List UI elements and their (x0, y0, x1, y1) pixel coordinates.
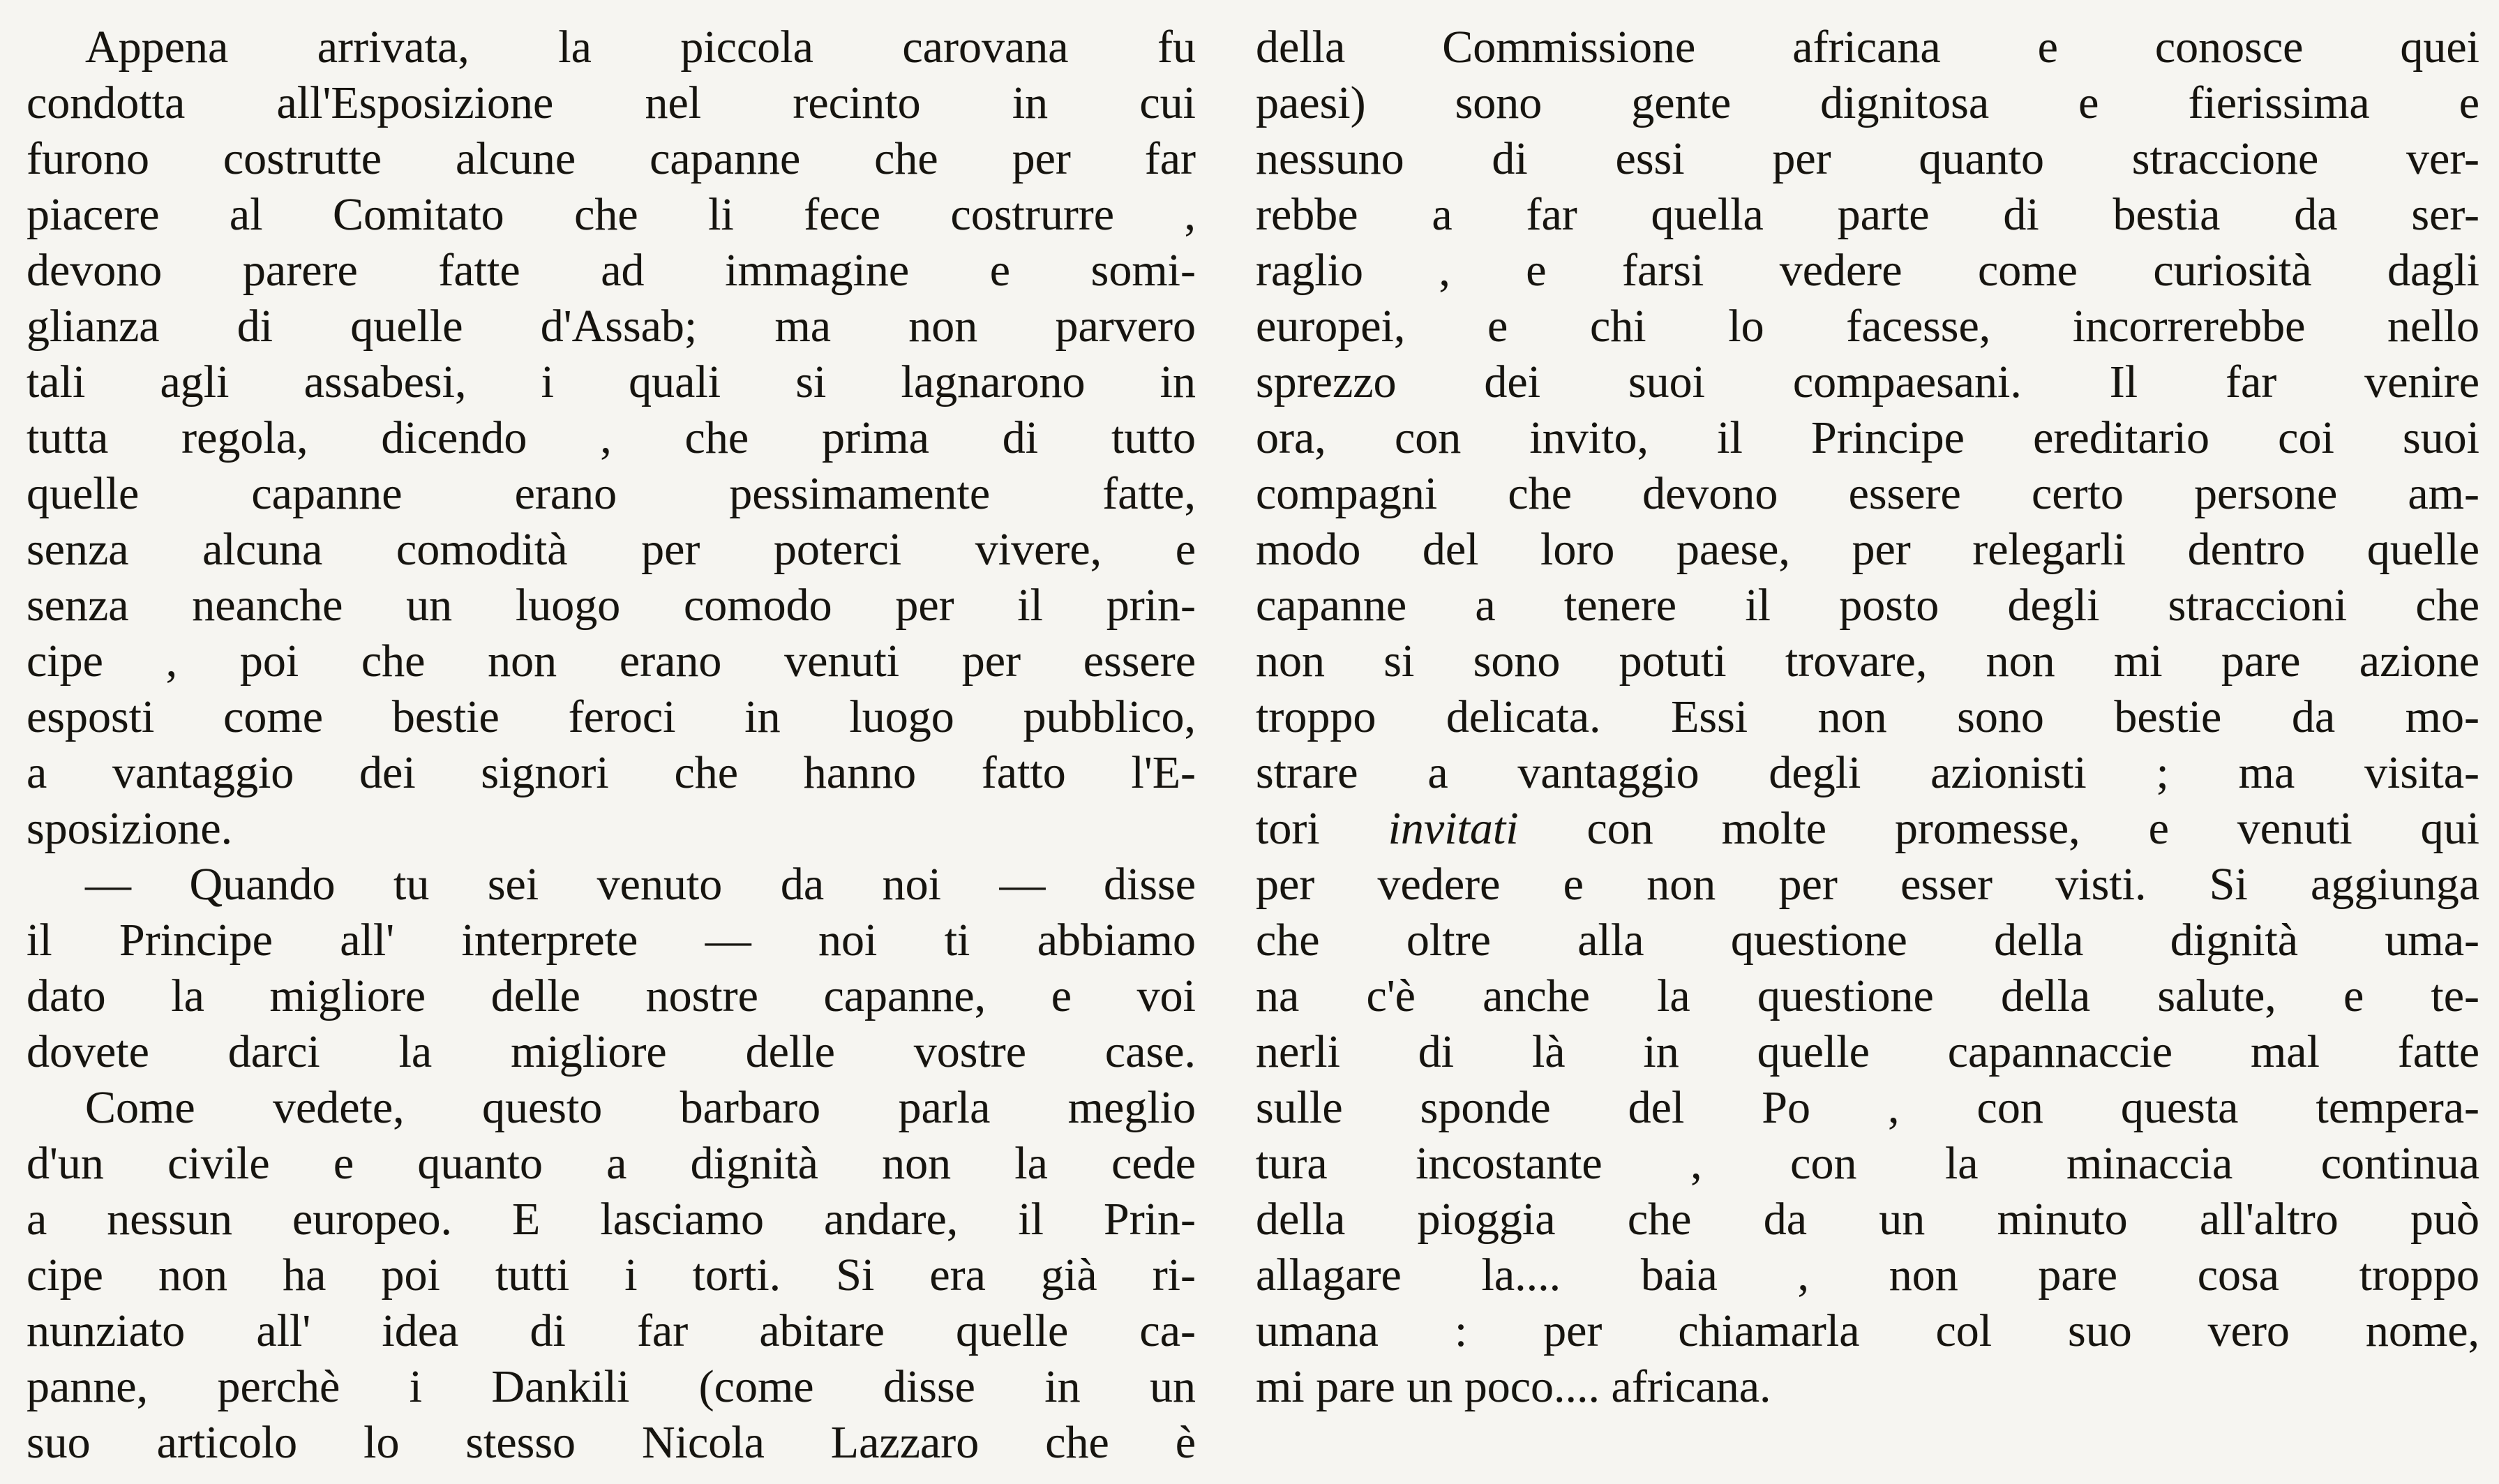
text-line: per vedere e non per esser visti. Si aggiunga (1256, 859, 2479, 910)
text-line: umana : per chiamarla col suo vero nome, (1256, 1305, 2479, 1356)
text-line: cipe non ha poi tutti i torti. Si era già ri- (27, 1250, 1196, 1301)
italic-word: invitati (1388, 803, 1519, 854)
text-line: a vantaggio dei signori che hanno fatto l'E- (27, 747, 1196, 798)
text-line: sprezzo dei suoi compaesani. Il far venire (1256, 357, 2479, 407)
text-column-right (1256, 20, 2479, 1415)
text-line: a nessun europeo. E lasciamo andare, il Prin- (27, 1194, 1196, 1245)
text-line: tali agli assabesi, i quali si lagnarono in (27, 357, 1196, 407)
text-line: nunziato all' idea di far abitare quelle ca- (27, 1305, 1196, 1356)
text-line: della pioggia che da un minuto all'altro può (1256, 1194, 2479, 1245)
text-line: suo articolo lo stesso Nicola Lazzaro che è (27, 1417, 1196, 1468)
text-line: piacere al Comitato che li fece costrurre , (27, 189, 1196, 240)
text-column-left (27, 20, 1196, 1471)
text-line: europei, e chi lo facesse, incorrerebbe nello (1256, 301, 2479, 352)
text-line: modo del loro paese, per relegarli dentro quelle (1256, 524, 2479, 575)
text-line: dato la migliore delle nostre capanne, e voi (27, 970, 1196, 1021)
text-line: senza alcuna comodità per poterci vivere, e (27, 524, 1196, 575)
text-line: cipe , poi che non erano venuti per essere (27, 636, 1196, 687)
text-line: panne, perchè i Dankili (come disse in un (27, 1361, 1196, 1412)
text-line: tutta regola, dicendo , che prima di tutto (27, 412, 1196, 463)
text-line: il Principe all' interprete — noi ti abbiamo (27, 915, 1196, 966)
text-line: senza neanche un luogo comodo per il prin- (27, 580, 1196, 631)
text-line: d'un civile e quanto a dignità non la cede (27, 1138, 1196, 1189)
text-line: mi pare un poco.... africana. (1256, 1361, 1771, 1412)
text-line: strare a vantaggio degli azionisti ; ma visita- (1256, 747, 2479, 798)
text-line: tura incostante , con la minaccia continua (1256, 1138, 2479, 1189)
text-line: capanne a tenere il posto degli straccioni che (1256, 580, 2479, 631)
text-line: compagni che devono essere certo persone am- (1256, 468, 2479, 519)
text-line: della Commissione africana e conosce quei (1256, 22, 2479, 73)
text-line: — Quando tu sei venuto da noi — disse (85, 859, 1196, 910)
text-line: paesi) sono gente dignitosa e fierissima e (1256, 77, 2479, 128)
text-line: nerli di là in quelle capannaccie mal fatte (1256, 1026, 2479, 1077)
text-line: quelle capanne erano pessimamente fatte, (27, 468, 1196, 519)
text-line: dovete darci la migliore delle vostre case. (27, 1026, 1196, 1077)
text-line: sposizione. (27, 803, 233, 854)
text-line: na c'è anche la questione della salute, e te- (1256, 970, 2479, 1021)
text-line: nessuno di essi per quanto straccione ver- (1256, 133, 2479, 184)
text-line: devono parere fatte ad immagine e somi- (27, 245, 1196, 296)
text-line: non si sono potuti trovare, non mi pare azione (1256, 636, 2479, 687)
text-segment: tori (1256, 803, 1388, 854)
text-segment: con molte promesse, e venuti qui (1518, 803, 2479, 854)
text-line: rebbe a far quella parte di bestia da ser- (1256, 189, 2479, 240)
text-line: glianza di quelle d'Assab; ma non parvero (27, 301, 1196, 352)
text-line: raglio , e farsi vedere come curiosità dagli (1256, 245, 2479, 296)
text-line: esposti come bestie feroci in luogo pubblico, (27, 691, 1196, 742)
text-line: troppo delicata. Essi non sono bestie da mo- (1256, 691, 2479, 742)
text-line: Come vedete, questo barbaro parla meglio (85, 1082, 1196, 1133)
text-line: sulle sponde del Po , con questa tempera- (1256, 1082, 2479, 1133)
text-line: condotta all'Esposizione nel recinto in cui (27, 77, 1196, 128)
text-line: furono costrutte alcune capanne che per far (27, 133, 1196, 184)
text-line (1256, 801, 2479, 857)
text-line: che oltre alla questione della dignità uma- (1256, 915, 2479, 966)
text-line: allagare la.... baia , non pare cosa troppo (1256, 1250, 2479, 1301)
text-line: Appena arrivata, la piccola carovana fu (85, 22, 1196, 73)
text-line: ora, con invito, il Principe ereditario coi suoi (1256, 412, 2479, 463)
